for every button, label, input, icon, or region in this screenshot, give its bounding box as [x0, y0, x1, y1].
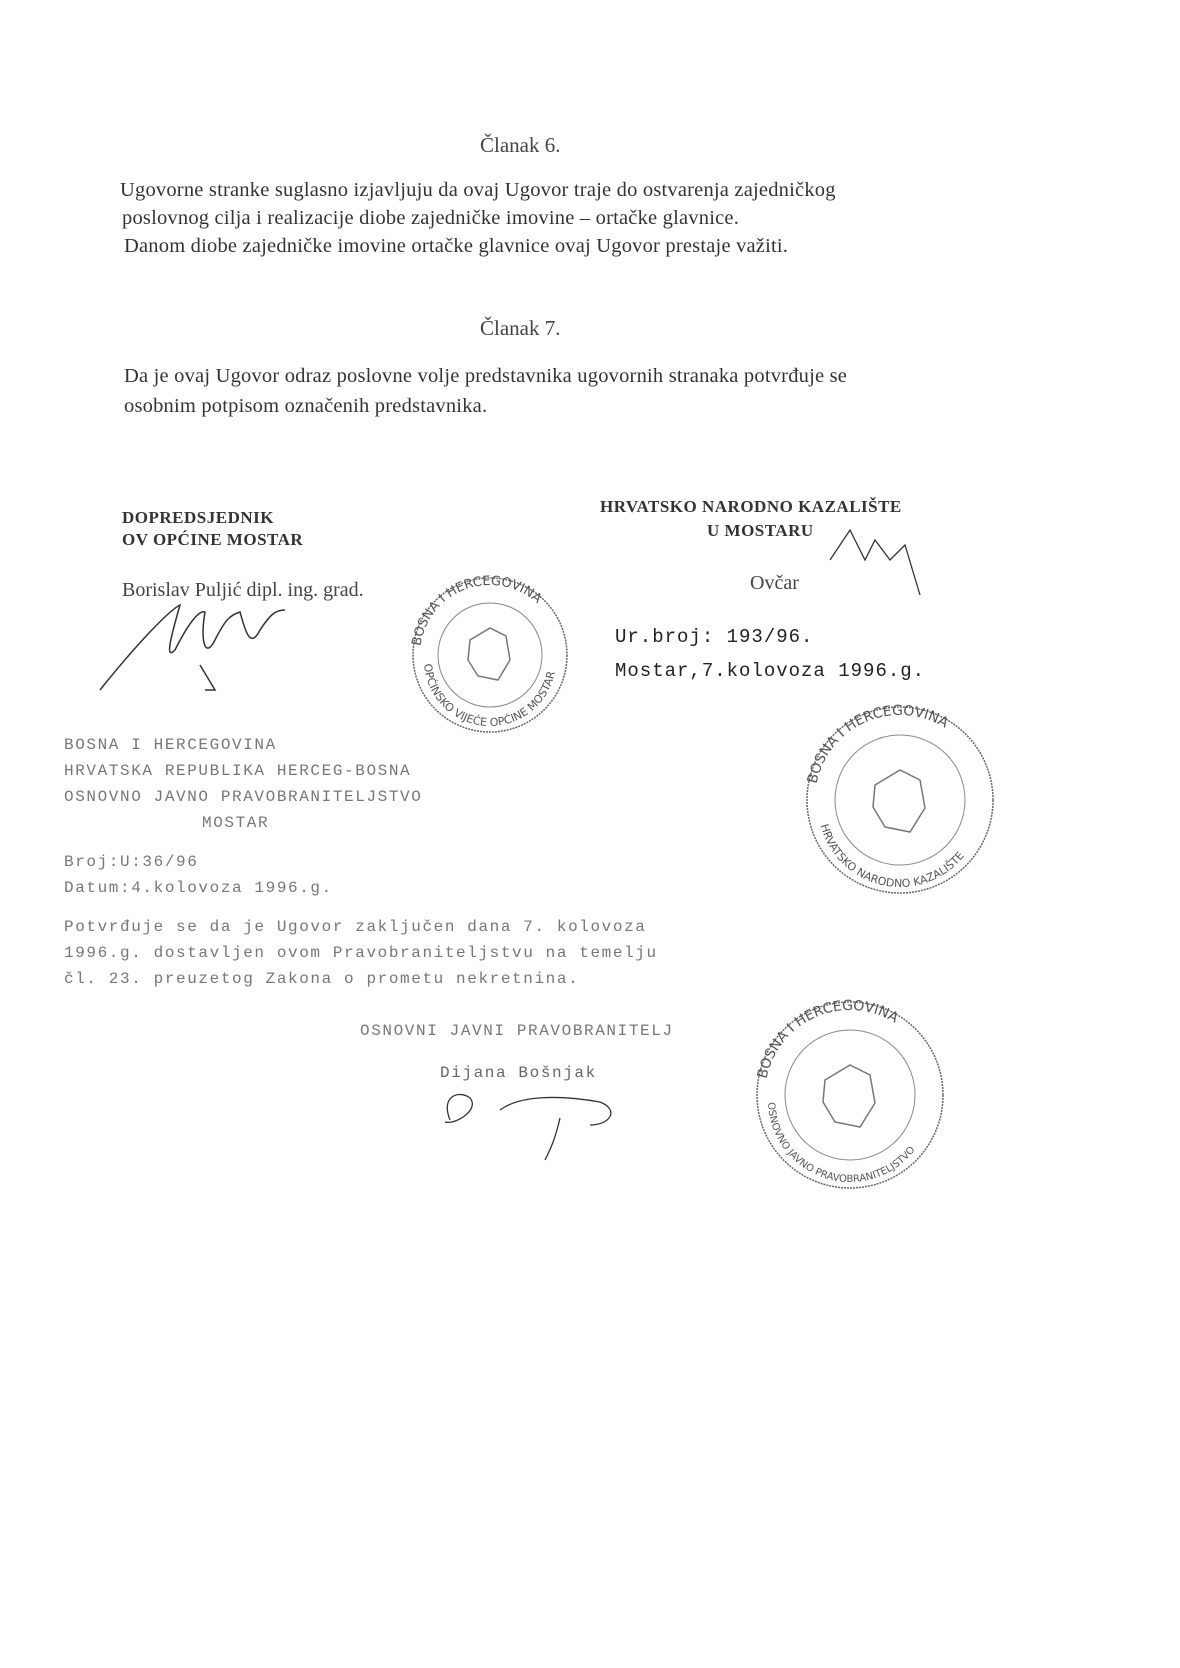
reference-number: Ur.broj: 193/96. — [615, 626, 814, 648]
svg-text:BOSNA I HERCEGOVINA — [410, 574, 545, 647]
attorney-header-line: HRVATSKA REPUBLIKA HERCEG-BOSNA — [64, 762, 412, 780]
stamp-text: BOSNA I HERCEGOVINA — [804, 702, 951, 786]
bottom-signature — [445, 1094, 611, 1160]
right-official-stamp — [805, 703, 993, 893]
right-signatory-name: Ovčar — [750, 572, 799, 594]
svg-text:HRVATSKO NARODNO KAZALIŠTE — [818, 822, 967, 890]
svg-text:OSNOVNO JAVNO PRAVOBRANITELJST — [765, 1102, 918, 1185]
svg-text:OPĆINSKO VIJEĆE OPĆINE MOSTAR — [421, 663, 558, 729]
bottom-official-stamp — [755, 998, 943, 1188]
attorney-header-line: MOSTAR — [202, 814, 270, 832]
article-7-heading: Članak 7. — [480, 316, 561, 340]
stamp-text: OSNOVNO JAVNO PRAVOBRANITELJSTVO — [764, 1101, 918, 1186]
stamp-text: BOSNA I HERCEGOVINA — [409, 573, 545, 647]
svg-text:BOSNA I HERCEGOVINA — [805, 703, 952, 785]
article-6-heading: Članak 6. — [480, 133, 561, 157]
left-signatory-title-2: OV OPĆINE MOSTAR — [122, 530, 304, 549]
attorney-signatory-name: Dijana Bošnjak — [440, 1064, 597, 1082]
attorney-date: Datum:4.kolovoza 1996.g. — [64, 879, 333, 897]
attorney-number: Broj:U:36/96 — [64, 853, 199, 871]
stamp-text: OPĆINSKO VIJEĆE OPĆINE MOSTAR — [421, 662, 558, 730]
attorney-text-line: Potvrđuje se da je Ugovor zaključen dana 7. kolovoza — [64, 918, 647, 936]
article-7-line: osobnim potpisom označenih predstavnika. — [124, 395, 488, 417]
article-6-line: Ugovorne stranke suglasno izjavljuju da ovaj Ugovor traje do ostvarenja zajedničkog — [120, 179, 836, 201]
left-signatory-title: DOPREDSJEDNIK — [122, 508, 274, 527]
attorney-header-line: BOSNA I HERCEGOVINA — [64, 736, 277, 754]
attorney-text-line: čl. 23. preuzetog Zakona o prometu nekretnina. — [64, 970, 580, 988]
left-signature — [100, 605, 285, 690]
attorney-header-line: OSNOVNO JAVNO PRAVOBRANITELJSTVO — [64, 788, 423, 806]
svg-text:BOSNA I HERCEGOVINA — [755, 998, 902, 1080]
left-signatory-name: Borislav Puljić dipl. ing. grad. — [122, 579, 364, 601]
right-signatory-title: HRVATSKO NARODNO KAZALIŠTE — [600, 497, 902, 516]
article-6-line: poslovnog cilja i realizacije diobe zajedničke imovine – ortačke glavnice. — [122, 207, 740, 229]
right-signatory-title-2: U MOSTARU — [707, 521, 814, 540]
stamp-text: HRVATSKO NARODNO KAZALIŠTE — [817, 822, 967, 891]
right-signature — [830, 530, 920, 595]
attorney-text-line: 1996.g. dostavljen ovom Pravobraniteljstvu na temelju — [64, 944, 658, 962]
left-official-stamp — [410, 574, 567, 732]
article-7-line: Da je ovaj Ugovor odraz poslovne volje predstavnika ugovornih stranaka potvrđuje se — [124, 365, 848, 387]
place-date: Mostar,7.kolovoza 1996.g. — [615, 660, 926, 682]
attorney-signatory-title: OSNOVNI JAVNI PRAVOBRANITELJ — [360, 1022, 674, 1040]
stamp-text: BOSNA I HERCEGOVINA — [754, 997, 901, 1081]
article-6-line: Danom diobe zajedničke imovine ortačke glavnice ovaj Ugovor prestaje važiti. — [124, 235, 789, 257]
